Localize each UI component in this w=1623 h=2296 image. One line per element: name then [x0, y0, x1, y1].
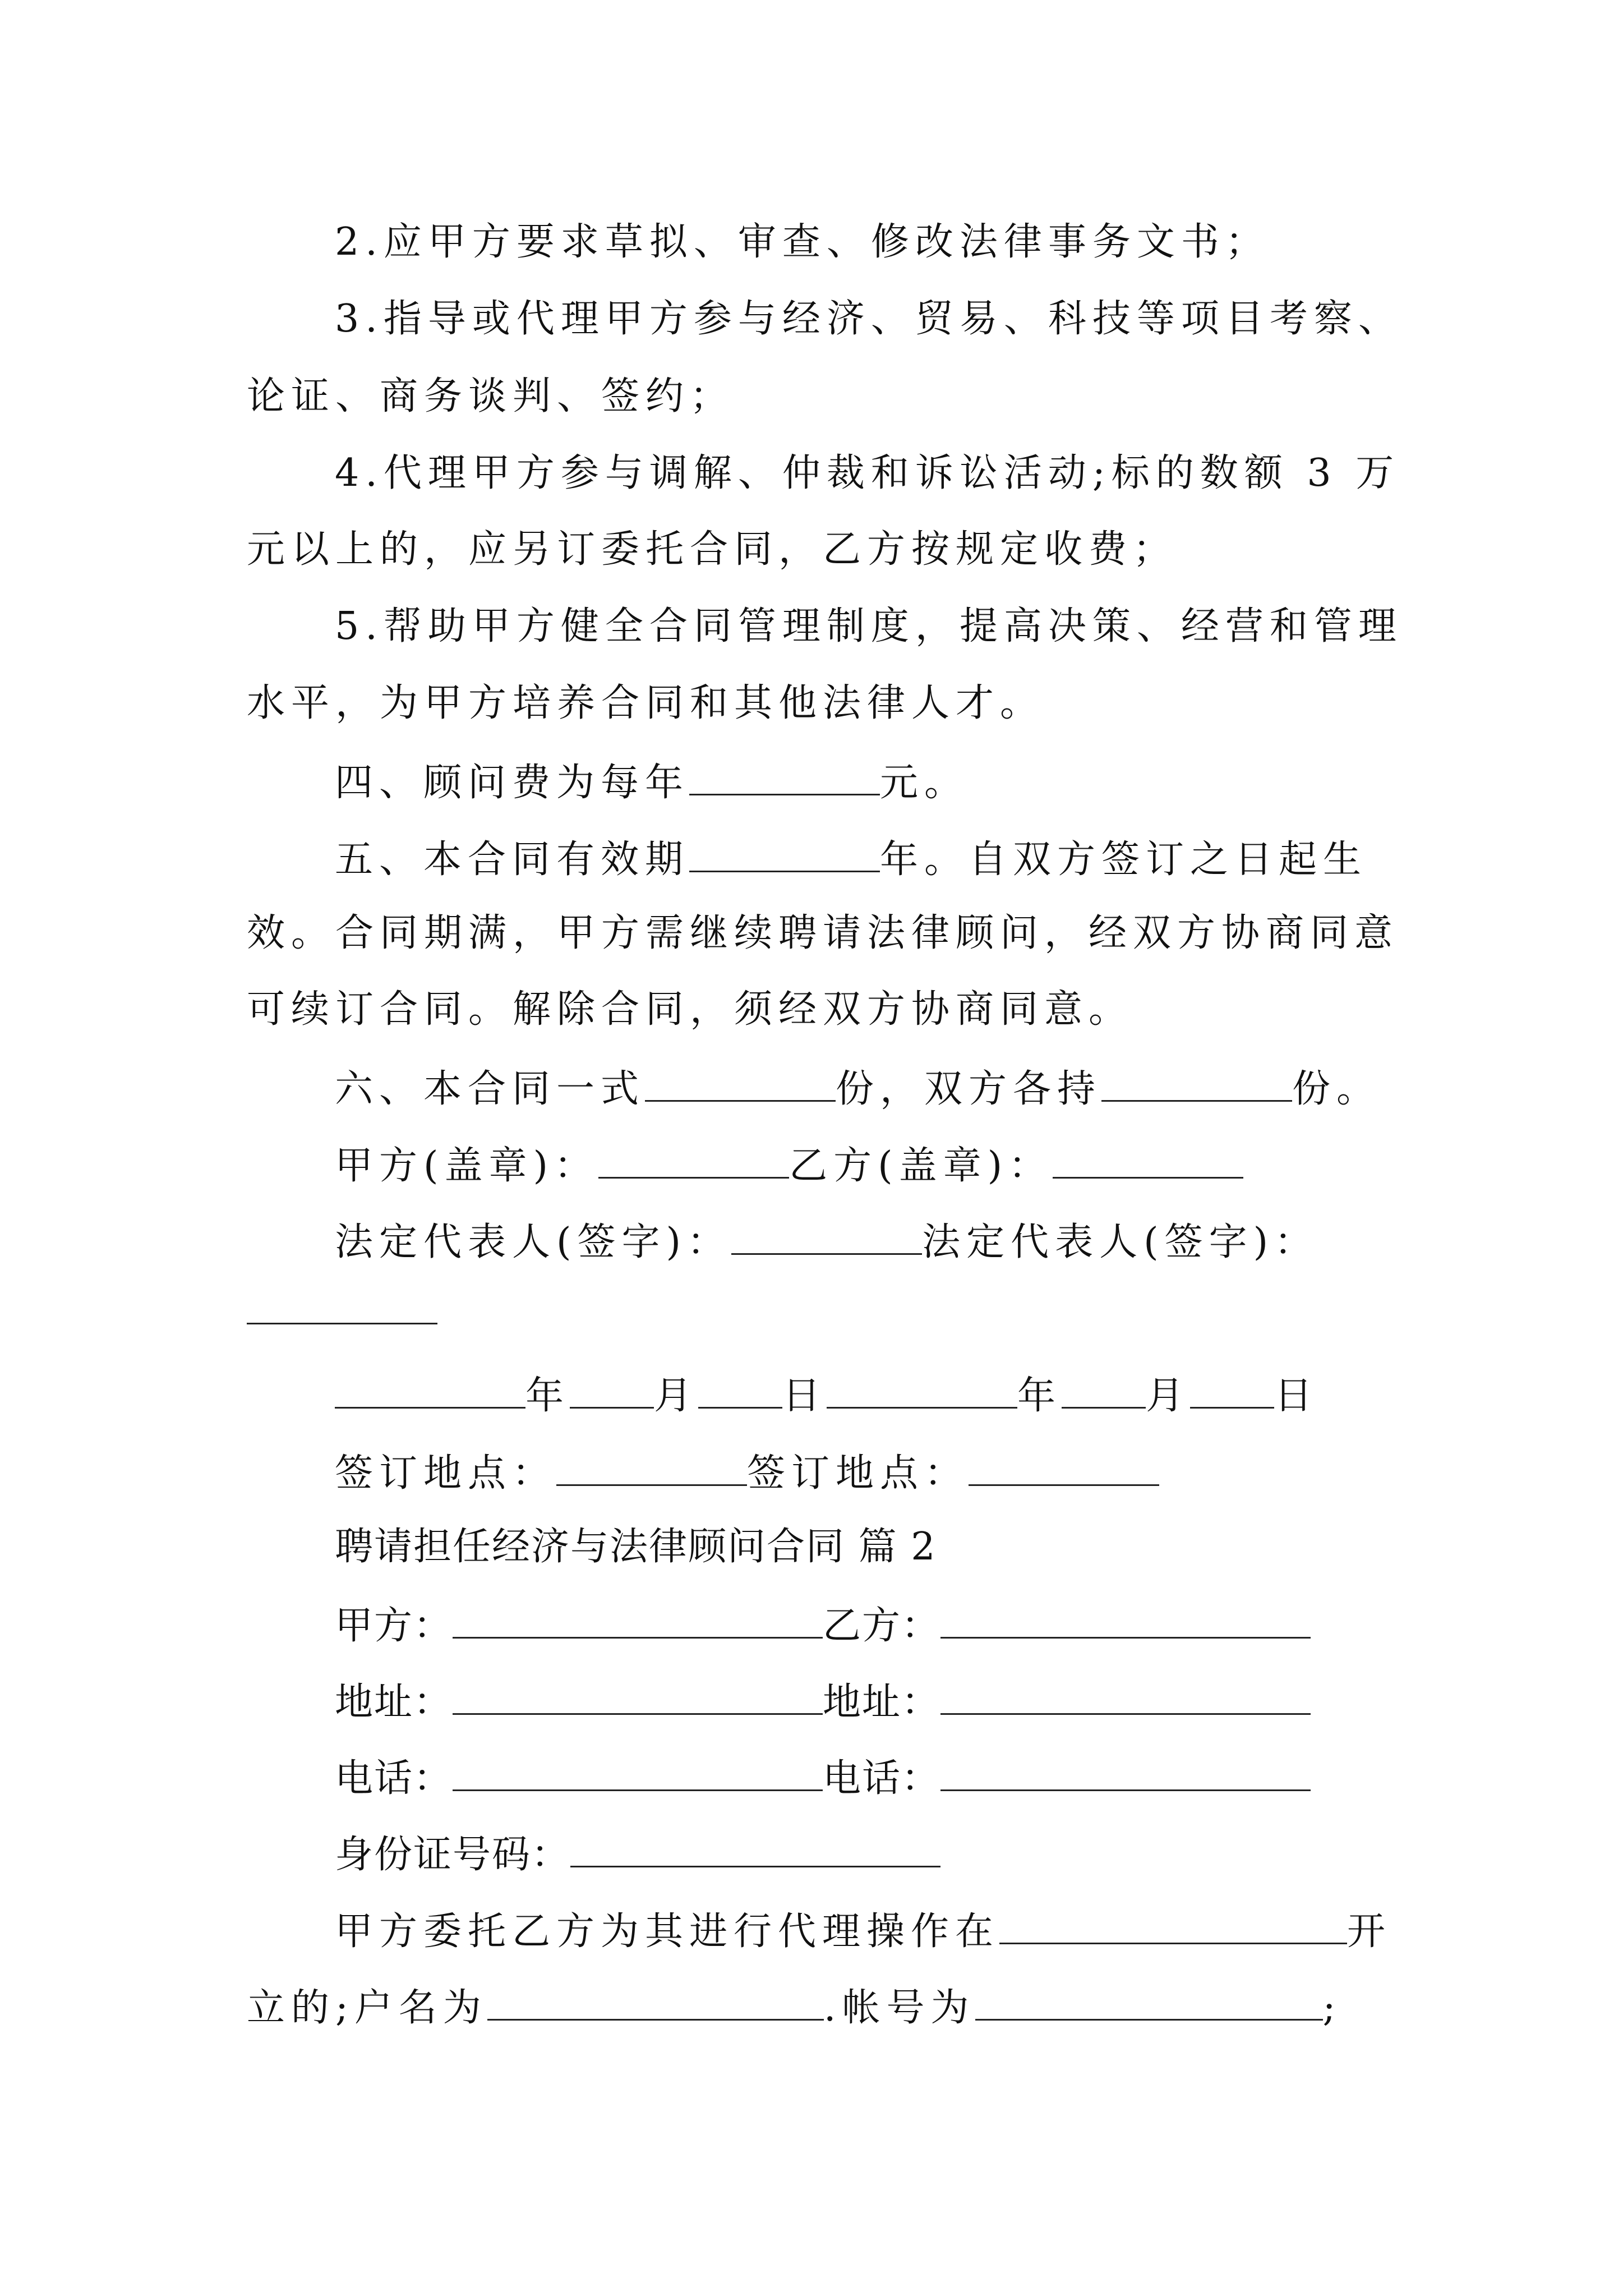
- clause-item-3-line-2: [247, 374, 735, 418]
- section-4-fee: [335, 761, 969, 805]
- party-a-representative-label: 法定代表人(签字)：: [335, 1220, 732, 1264]
- year-label: 年: [1017, 1374, 1062, 1418]
- clause-text: 开: [1347, 1910, 1392, 1954]
- party-b-place-blank[interactable]: [969, 1452, 1159, 1486]
- party-a-place-blank[interactable]: [556, 1452, 747, 1486]
- heading-text: 聘请担任经济与法律顾问合同 篇 2: [335, 1525, 937, 1569]
- clause-text: 六、本合同一式: [335, 1067, 645, 1111]
- year-label: 年: [525, 1374, 570, 1418]
- party-b-representative-label: 法定代表人(签字)：: [922, 1220, 1319, 1264]
- clause-text: 3.指导或代理甲方参与经济、贸易、科技等项目考察、: [335, 297, 1403, 341]
- party-b-phone-blank[interactable]: [940, 1757, 1311, 1791]
- id-number-line: [335, 1833, 940, 1877]
- clause-text: 五、本合同有效期: [335, 838, 690, 882]
- address-line: [335, 1681, 1311, 1722]
- clause-text: 年。自双方签订之日起生: [880, 838, 1368, 882]
- bank-blank[interactable]: [999, 1910, 1347, 1944]
- party-b-day-blank[interactable]: [1190, 1374, 1274, 1409]
- party-b-label: 乙方：: [823, 1604, 941, 1648]
- clause-item-4-line-2: [247, 527, 1178, 572]
- id-number-blank[interactable]: [570, 1833, 940, 1867]
- party-a-phone-label: 电话：: [335, 1756, 453, 1801]
- account-name-blank[interactable]: [487, 1986, 824, 2021]
- account-number-blank[interactable]: [975, 1986, 1323, 2021]
- clause-text: 4.代理甲方参与调解、仲裁和诉讼活动;标的数额 3 万: [335, 451, 1400, 495]
- section-5-term-line-3: [247, 987, 1133, 1032]
- phone-line: [335, 1756, 1311, 1801]
- day-label: 日: [782, 1374, 827, 1418]
- party-a-place-label: 签订地点：: [335, 1451, 557, 1496]
- party-b-blank[interactable]: [940, 1604, 1311, 1639]
- clause-text: 立的;户名为: [247, 1986, 487, 2030]
- party-b-address-blank[interactable]: [940, 1681, 1311, 1715]
- section-5-term-line-2: [247, 911, 1399, 955]
- clause-text: 份，双方各持: [836, 1067, 1102, 1111]
- term-years-blank[interactable]: [689, 838, 880, 872]
- section-5-term-line-1: [335, 838, 1368, 882]
- clause-text: 元。: [880, 761, 969, 805]
- clause-text: 四、顾问费为每年: [335, 761, 690, 805]
- clause-text: 可续订合同。解除合同，须经双方协商同意。: [247, 987, 1133, 1032]
- party-a-label: 甲方：: [335, 1604, 453, 1648]
- id-number-label: 身份证号码：: [335, 1833, 571, 1877]
- party-b-place-label: 签订地点：: [747, 1451, 969, 1496]
- clause-text: ;: [1322, 1986, 1342, 2030]
- representative-line-continued: [247, 1290, 437, 1331]
- fee-blank[interactable]: [689, 761, 880, 795]
- party-a-year-blank[interactable]: [335, 1374, 525, 1409]
- party-b-year-blank[interactable]: [827, 1374, 1017, 1409]
- day-label: 日: [1274, 1374, 1319, 1418]
- clause-item-5-line-2: [247, 681, 1045, 725]
- clause-text: 甲方委托乙方为其进行代理操作在: [335, 1910, 1000, 1954]
- clause-text: 效。合同期满，甲方需继续聘请法律顾问，经双方协商同意: [247, 911, 1399, 955]
- clause-text: 2.应甲方要求草拟、审查、修改法律事务文书；: [335, 220, 1270, 264]
- seal-line: [335, 1144, 1243, 1188]
- clause-text: 5.帮助甲方健全合同管理制度，提高决策、经营和管理: [335, 604, 1403, 648]
- clause-item-5-line-1: [335, 604, 1403, 648]
- party-a-blank[interactable]: [453, 1604, 823, 1639]
- party-a-address-label: 地址：: [335, 1680, 453, 1724]
- party-a-day-blank[interactable]: [698, 1374, 782, 1409]
- party-a-seal-blank[interactable]: [598, 1144, 789, 1179]
- clause-text: .帐号为: [823, 1986, 975, 2030]
- month-label: 月: [1146, 1374, 1191, 1418]
- month-label: 月: [654, 1374, 699, 1418]
- clause-text: 元以上的，应另订委托合同，乙方按规定收费；: [247, 527, 1178, 572]
- entrust-line-2: [247, 1986, 1342, 2030]
- entrust-line-1: [335, 1910, 1392, 1954]
- party-b-seal-blank[interactable]: [1053, 1144, 1243, 1179]
- party-b-phone-label: 电话：: [823, 1756, 941, 1801]
- clause-text: 论证、商务谈判、签约；: [247, 374, 735, 418]
- date-line: [335, 1374, 1319, 1418]
- copies-total-blank[interactable]: [645, 1068, 836, 1102]
- party-b-address-label: 地址：: [823, 1680, 941, 1724]
- party-a-address-blank[interactable]: [453, 1681, 823, 1715]
- clause-text: 水平，为甲方培养合同和其他法律人才。: [247, 681, 1045, 725]
- party-b-representative-blank[interactable]: [247, 1290, 437, 1324]
- section-6-copies: [335, 1067, 1381, 1111]
- representative-line: [335, 1221, 1318, 1262]
- clause-item-4-line-1: [335, 451, 1400, 495]
- party-a-phone-blank[interactable]: [453, 1757, 823, 1791]
- party-a-representative-blank[interactable]: [731, 1221, 922, 1255]
- party-b-month-blank[interactable]: [1062, 1374, 1146, 1409]
- contract-2-heading: [335, 1525, 937, 1569]
- clause-item-2: [335, 220, 1270, 264]
- party-b-seal-label: 乙方(盖章)：: [789, 1144, 1053, 1188]
- party-a-seal-label: 甲方(盖章)：: [335, 1144, 599, 1188]
- clause-item-3-line-1: [335, 297, 1403, 341]
- copies-each-blank[interactable]: [1101, 1068, 1292, 1102]
- party-a-month-blank[interactable]: [570, 1374, 654, 1409]
- party-line: [335, 1604, 1311, 1648]
- signing-place-line: [335, 1451, 1159, 1496]
- clause-text: 份。: [1292, 1067, 1381, 1111]
